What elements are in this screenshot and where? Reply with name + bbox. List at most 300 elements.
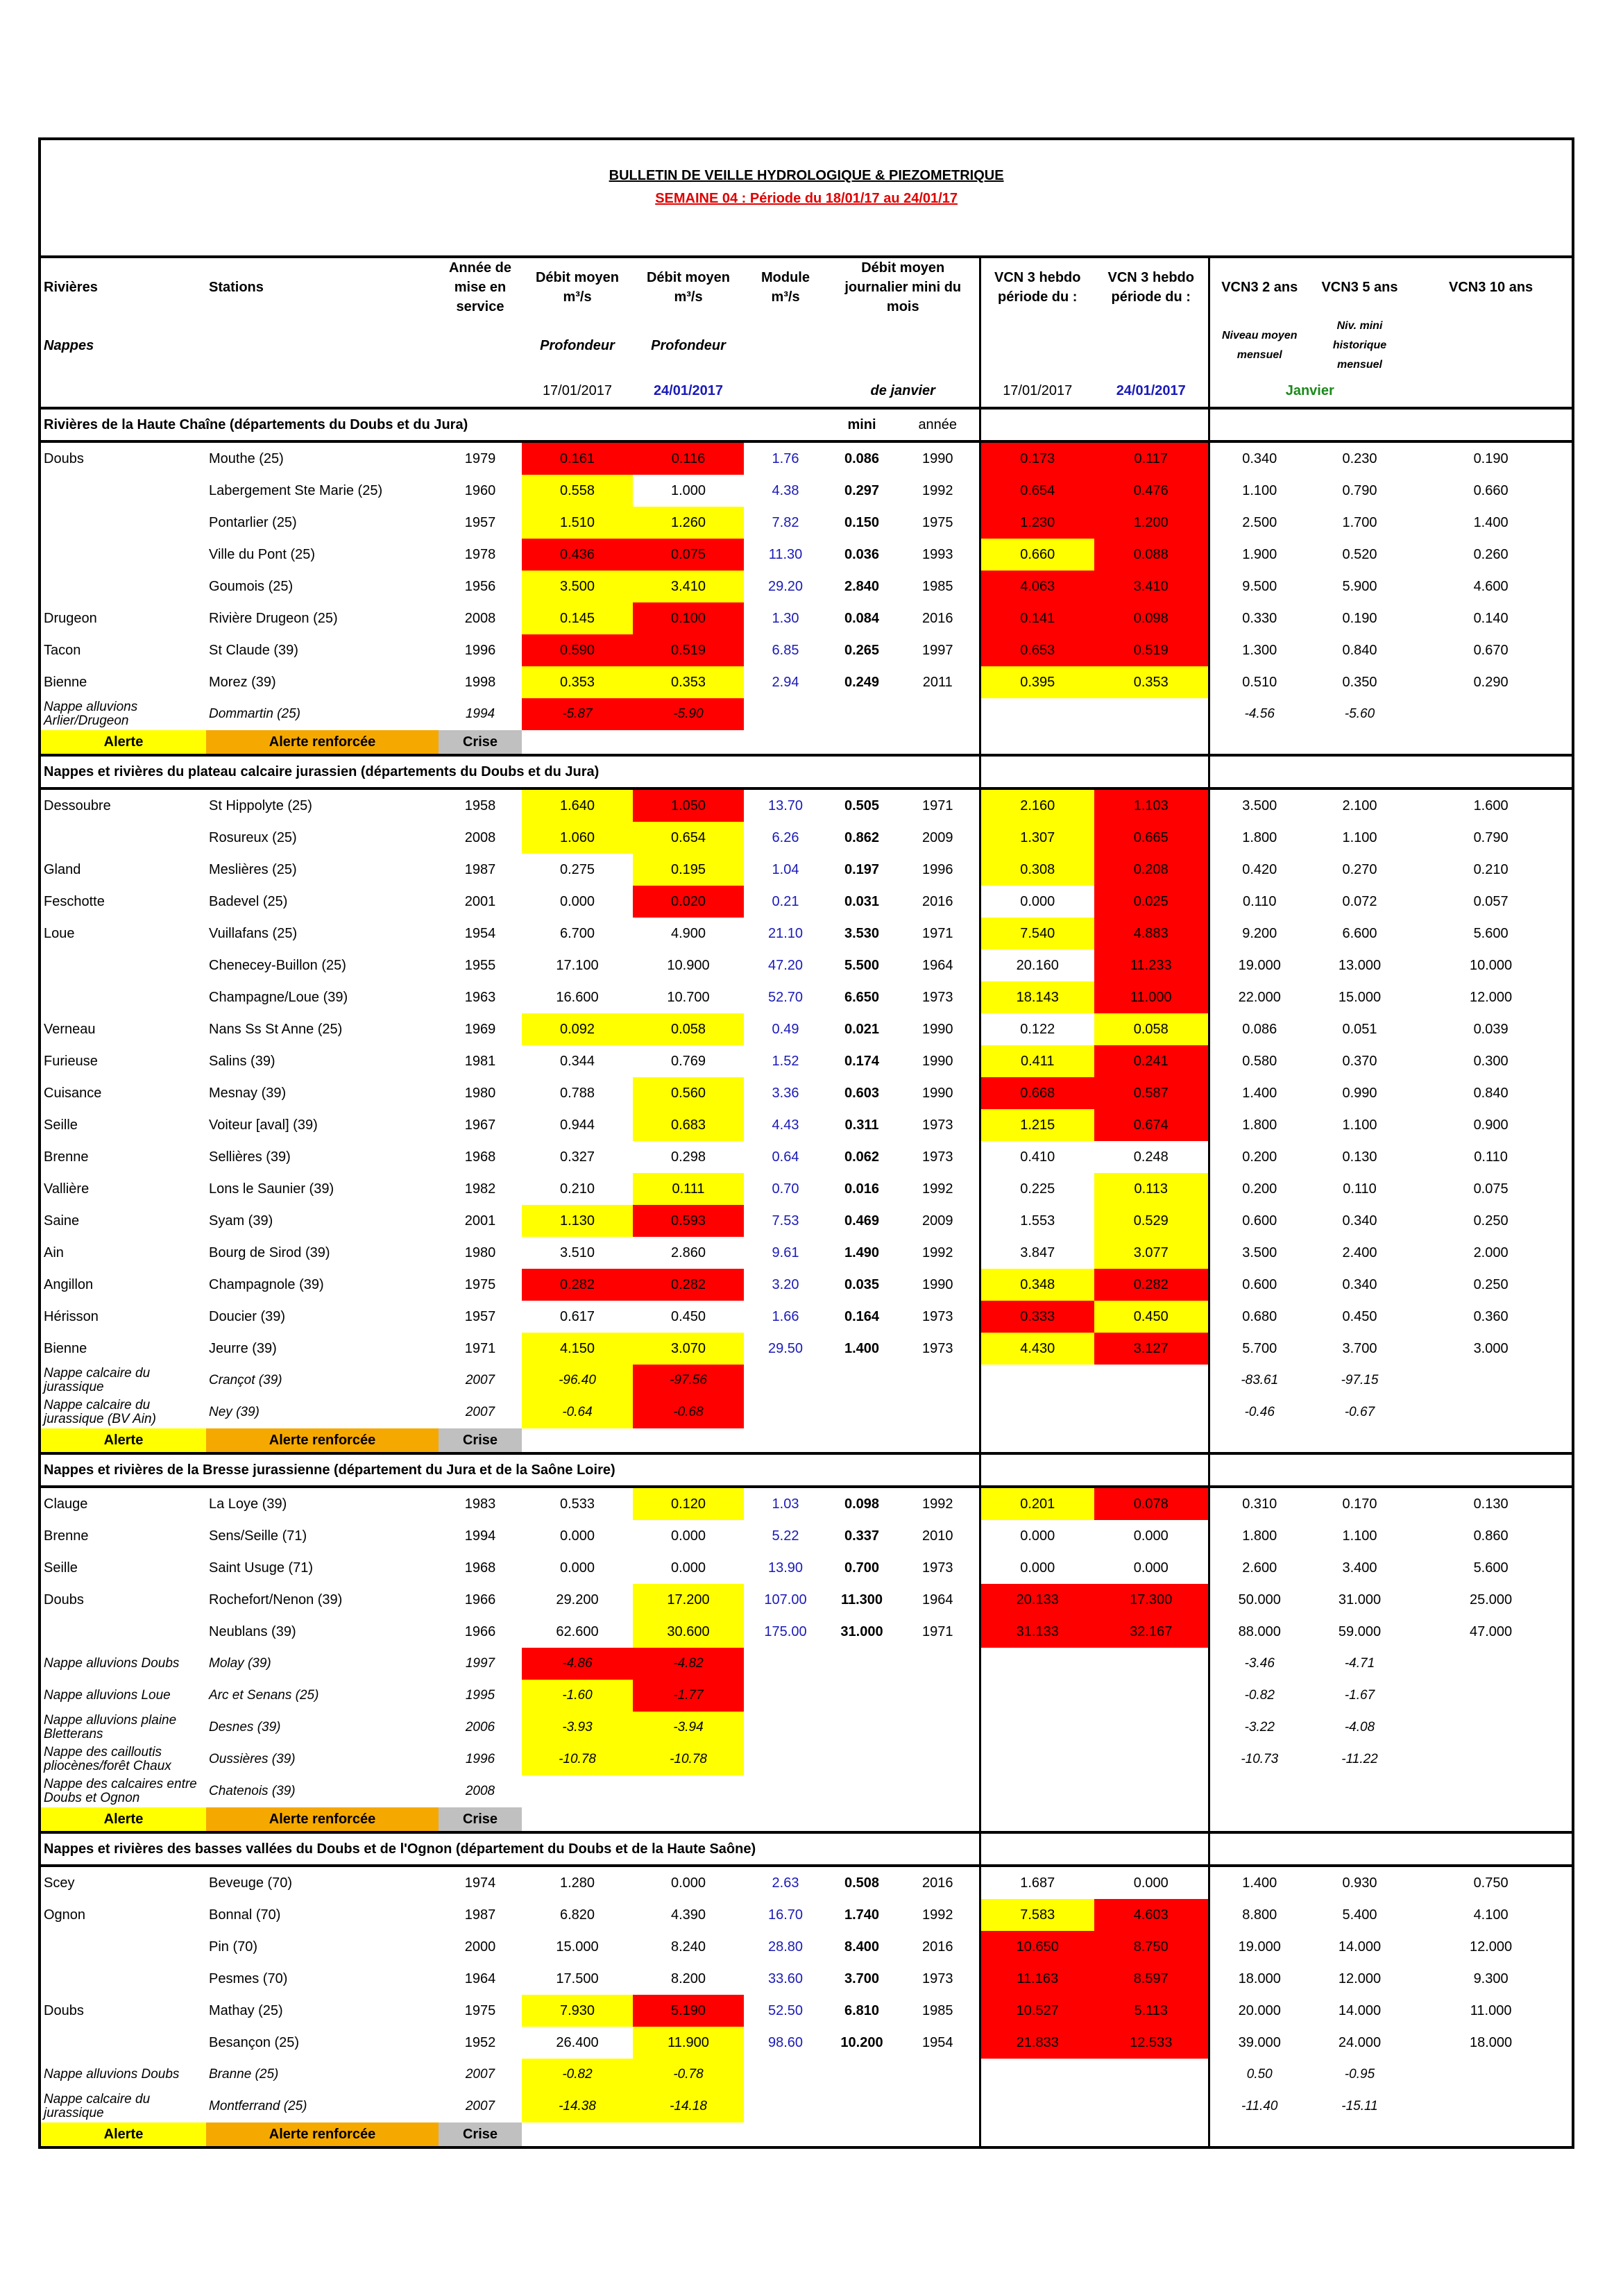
col-vcn5: VCN3 5 ans xyxy=(1321,280,1398,295)
vcn3-5ans: 59.000 xyxy=(1338,1623,1382,1639)
vcn3-5ans: 5.400 xyxy=(1342,1907,1377,1923)
mini-debit: 0.036 xyxy=(844,546,880,562)
blank-cell xyxy=(1094,2122,1209,2147)
vcn3-10ans: 0.130 xyxy=(1473,1496,1509,1512)
mini-debit: 6.650 xyxy=(844,989,880,1005)
river-name: Brenne xyxy=(44,1528,89,1544)
mini-label: mini xyxy=(827,408,897,441)
station-name: Salins (39) xyxy=(209,1053,275,1069)
module: 29.50 xyxy=(767,1340,804,1356)
station-name: Montferrand (25) xyxy=(209,2099,307,2113)
river-name: Ain xyxy=(44,1244,64,1260)
blank-cell xyxy=(744,1744,827,1775)
vcn3-2ans: 0.310 xyxy=(1242,1496,1277,1512)
station-name: Dommartin (25) xyxy=(209,707,300,721)
blank-cell xyxy=(744,2091,827,2122)
vcn3-5ans: 15.000 xyxy=(1338,989,1382,1005)
nappe-name: Nappe calcaire du jurassique xyxy=(44,2092,151,2120)
mini-year: 2009 xyxy=(922,1213,953,1229)
vcn3-2ans: 1.800 xyxy=(1242,1528,1277,1544)
debit-2: 0.282 xyxy=(633,1269,744,1301)
river-name: Furieuse xyxy=(44,1053,98,1069)
nappe-row xyxy=(40,1775,1573,1807)
vcn3-2ans: 2.500 xyxy=(1242,514,1277,530)
niveau-moyen: -0.46 xyxy=(1244,1405,1275,1419)
table-row xyxy=(40,1237,1573,1269)
station-year: 1980 xyxy=(464,1244,496,1260)
vcn-1: 1.230 xyxy=(980,507,1094,539)
vcn-1: 0.000 xyxy=(980,1520,1094,1552)
module: 5.22 xyxy=(772,1528,799,1544)
module: 175.00 xyxy=(764,1623,807,1639)
river-name xyxy=(40,981,206,1013)
debit-1: 4.150 xyxy=(522,1333,633,1365)
vcn-1: 1.307 xyxy=(980,822,1094,854)
blank-cell xyxy=(1209,755,1573,788)
vcn3-2ans: 19.000 xyxy=(1238,957,1281,973)
vcn-2: 3.410 xyxy=(1094,571,1209,602)
vcn3-2ans: 0.340 xyxy=(1242,450,1277,466)
station-year: 1964 xyxy=(464,1970,496,1986)
blank-cell xyxy=(1094,755,1209,788)
station-name: Pin (70) xyxy=(209,1939,258,1955)
debit-1: 1.640 xyxy=(522,788,633,822)
nappe-row xyxy=(40,1744,1573,1775)
vcn3-5ans: 14.000 xyxy=(1338,2002,1382,2018)
vcn-1: 0.668 xyxy=(980,1077,1094,1109)
vcn-2: 0.587 xyxy=(1094,1077,1209,1109)
debit-1: -3.93 xyxy=(522,1712,633,1744)
mini-year: 2016 xyxy=(922,610,953,626)
vcn3-2ans: 8.800 xyxy=(1242,1907,1277,1923)
vcn3-2ans: 1.800 xyxy=(1242,1117,1277,1133)
station-name: Meslières (25) xyxy=(209,861,297,877)
debit-1: 1.060 xyxy=(522,822,633,854)
mini-year: 1992 xyxy=(922,1244,953,1260)
station-year: 2007 xyxy=(465,2099,495,2113)
module: 16.70 xyxy=(767,1907,804,1923)
table-row xyxy=(40,1173,1573,1205)
blank-cell xyxy=(980,1365,1094,1396)
station-year: 2007 xyxy=(465,2067,495,2082)
river-name xyxy=(40,1616,206,1648)
table-row xyxy=(40,1077,1573,1109)
mini-debit: 0.062 xyxy=(844,1149,880,1165)
vcn-1: 18.143 xyxy=(980,981,1094,1013)
vcn-1: 1.215 xyxy=(980,1109,1094,1141)
blank-cell xyxy=(1410,1712,1573,1744)
vcn3-2ans: 1.800 xyxy=(1242,829,1277,845)
table-row xyxy=(40,854,1573,886)
table-row xyxy=(40,1520,1573,1552)
station-year: 1966 xyxy=(464,1592,496,1607)
debit-1: 17.100 xyxy=(556,957,599,973)
nappe-row xyxy=(40,1365,1573,1396)
table-row xyxy=(40,788,1573,822)
blank-cell xyxy=(1094,2059,1209,2091)
nappe-name: Nappe alluvions Doubs xyxy=(44,1656,180,1671)
debit-1: 0.533 xyxy=(559,1496,595,1512)
vcn-2: 3.127 xyxy=(1094,1333,1209,1365)
river-name: Hérisson xyxy=(44,1308,99,1324)
blank-cell xyxy=(980,1428,1094,1453)
module: 2.94 xyxy=(772,674,799,690)
blank-cell xyxy=(1094,408,1209,441)
station-year: 1955 xyxy=(464,957,496,973)
vcn-1: 0.333 xyxy=(980,1301,1094,1333)
niveau-mini xyxy=(1309,1775,1410,1807)
vcn3-2ans: 22.000 xyxy=(1238,989,1281,1005)
debit-1: -1.60 xyxy=(522,1680,633,1712)
river-name: Tacon xyxy=(44,642,81,658)
vcn-2: 0.113 xyxy=(1094,1173,1209,1205)
blank-cell xyxy=(522,1428,980,1453)
vcn-2: 0.000 xyxy=(1094,1552,1209,1584)
mini-debit: 0.031 xyxy=(844,893,880,909)
mini-year: 1973 xyxy=(922,1308,953,1324)
vcn-2: 17.300 xyxy=(1094,1584,1209,1616)
blank-cell xyxy=(1410,1775,1573,1807)
vcn-2: 0.117 xyxy=(1094,441,1209,475)
table-row xyxy=(40,1301,1573,1333)
river-name: Seille xyxy=(44,1117,78,1133)
vcn-2: 0.208 xyxy=(1094,854,1209,886)
blank-cell xyxy=(980,2091,1094,2122)
debit-2: 1.050 xyxy=(633,788,744,822)
vcn-1: 0.654 xyxy=(980,475,1094,507)
blank-cell xyxy=(827,1365,980,1396)
blank-cell xyxy=(980,1744,1094,1775)
vcn-1: 20.133 xyxy=(980,1584,1094,1616)
nappe-row xyxy=(40,1396,1573,1428)
debit-2: -0.68 xyxy=(633,1396,744,1428)
vcn-2: 0.519 xyxy=(1094,634,1209,666)
blank-cell xyxy=(744,1365,827,1396)
legend-alerte: Alerte xyxy=(40,1807,206,1832)
mini-year: 1993 xyxy=(922,546,953,562)
vcn3-10ans: 0.660 xyxy=(1473,482,1509,498)
vcn3-2ans: 5.700 xyxy=(1242,1340,1277,1356)
mini-year: 1973 xyxy=(922,1560,953,1576)
module: 2.63 xyxy=(772,1875,799,1891)
mini-debit: 0.311 xyxy=(844,1117,879,1133)
vcn-2: 0.241 xyxy=(1094,1045,1209,1077)
vcn3-10ans: 0.260 xyxy=(1473,546,1509,562)
table-row xyxy=(40,1141,1573,1173)
vcn3-10ans: 0.250 xyxy=(1473,1213,1509,1229)
nappe-name: Nappe calcaire du jurassique (BV Ain) xyxy=(44,1398,156,1426)
mini-year: 1971 xyxy=(922,1623,953,1639)
debit-1: 6.820 xyxy=(559,1907,595,1923)
vcn3-5ans: 0.190 xyxy=(1342,610,1377,626)
vcn3-2ans: 1.400 xyxy=(1242,1875,1277,1891)
river-name xyxy=(40,2027,206,2059)
debit-1: 3.510 xyxy=(559,1244,595,1260)
station-year: 1978 xyxy=(464,546,496,562)
station-year: 2008 xyxy=(464,610,496,626)
station-year: 1983 xyxy=(464,1496,496,1512)
vcn3-10ans: 0.790 xyxy=(1473,829,1509,845)
station-name: Molay (39) xyxy=(209,1656,271,1671)
station-name: Rosureux (25) xyxy=(209,829,297,845)
vcn-1: 4.063 xyxy=(980,571,1094,602)
table-row xyxy=(40,507,1573,539)
debit-1: -4.86 xyxy=(522,1648,633,1680)
vcn3-2ans: 0.600 xyxy=(1242,1213,1277,1229)
debit-1: 0.558 xyxy=(522,475,633,507)
debit-1: 29.200 xyxy=(556,1592,599,1607)
blank-cell xyxy=(827,1775,980,1807)
station-name: Oussières (39) xyxy=(209,1752,296,1766)
debit-2: 0.353 xyxy=(633,666,744,698)
vcn-1: 1.553 xyxy=(980,1205,1094,1237)
col-niveau-moyen: Niveau moyen mensuel xyxy=(1222,330,1298,361)
debit-2: -1.77 xyxy=(633,1680,744,1712)
blank-cell xyxy=(1094,1744,1209,1775)
debit-2: 1.260 xyxy=(633,507,744,539)
debit-1: -10.78 xyxy=(522,1744,633,1775)
station-year: 1987 xyxy=(464,1907,496,1923)
legend-alerte-renforcee: Alerte renforcée xyxy=(206,1428,439,1453)
blank-cell xyxy=(1094,698,1209,730)
station-year: 1966 xyxy=(464,1623,496,1639)
debit-1: 0.000 xyxy=(559,893,595,909)
blank-cell xyxy=(897,1453,980,1487)
river-name: Dessoubre xyxy=(44,797,111,813)
station-year: 1987 xyxy=(464,861,496,877)
section-title: Nappes et rivières de la Bresse jurassienne (département du Jura et de la Saône Loire) xyxy=(40,1453,827,1487)
debit-1: 0.282 xyxy=(522,1269,633,1301)
station-name: Lons le Saunier (39) xyxy=(209,1181,334,1197)
vcn-1: 0.411 xyxy=(980,1045,1094,1077)
blank-cell xyxy=(827,1712,980,1744)
vcn3-2ans: 0.200 xyxy=(1242,1181,1277,1197)
blank-cell xyxy=(1094,1807,1209,1832)
vcn3-10ans: 0.057 xyxy=(1473,893,1509,909)
debit-1: 0.344 xyxy=(559,1053,595,1069)
blank-cell xyxy=(980,1775,1094,1807)
river-name: Seille xyxy=(44,1560,78,1576)
table-row xyxy=(40,1584,1573,1616)
blank-cell xyxy=(827,1453,897,1487)
mini-debit: 2.840 xyxy=(844,578,880,594)
station-year: 1979 xyxy=(464,450,496,466)
section-title: Nappes et rivières des basses vallées du Doubs et de l'Ognon (département du Doubs et de la Haute Saône) xyxy=(40,1832,827,1866)
vcn-2: 0.098 xyxy=(1094,602,1209,634)
debit-1: 0.327 xyxy=(559,1149,595,1165)
vcn-2: 32.167 xyxy=(1094,1616,1209,1648)
station-year: 1998 xyxy=(464,674,496,690)
legend-alerte: Alerte xyxy=(40,1428,206,1453)
mini-debit: 3.530 xyxy=(844,925,880,941)
module: 0.64 xyxy=(772,1149,799,1165)
station-year: 1975 xyxy=(464,1276,496,1292)
vcn3-2ans: 0.580 xyxy=(1242,1053,1277,1069)
vcn3-5ans: 0.350 xyxy=(1342,674,1377,690)
module: 1.03 xyxy=(772,1496,799,1512)
vcn-1: 0.410 xyxy=(980,1141,1094,1173)
station-year: 1969 xyxy=(464,1021,496,1037)
blank-cell xyxy=(980,1396,1094,1428)
blank-cell xyxy=(980,1807,1094,1832)
blank-cell xyxy=(1410,1365,1573,1396)
debit-1: 0.275 xyxy=(559,861,595,877)
blank-cell xyxy=(1410,2059,1573,2091)
debit-2: 8.240 xyxy=(670,1939,706,1955)
vcn3-5ans: 1.100 xyxy=(1342,1117,1377,1133)
debit-2: 0.111 xyxy=(633,1173,744,1205)
blank-cell xyxy=(1410,1396,1573,1428)
vcn3-10ans: 0.290 xyxy=(1473,674,1509,690)
vcn3-5ans: 24.000 xyxy=(1338,2034,1382,2050)
module: 1.52 xyxy=(772,1053,799,1069)
debit-2: -4.82 xyxy=(633,1648,744,1680)
blank-cell xyxy=(1094,1680,1209,1712)
station-year: 1996 xyxy=(464,642,496,658)
nappe-name: Nappe alluvions Doubs xyxy=(44,2067,180,2082)
col-rivieres: Rivières xyxy=(44,280,98,295)
blank-cell xyxy=(1209,1428,1573,1453)
vcn3-2ans: 1.400 xyxy=(1242,1085,1277,1101)
niveau-moyen: -10.73 xyxy=(1241,1752,1279,1766)
mini-year: 1971 xyxy=(922,925,953,941)
vcn3-2ans: 50.000 xyxy=(1238,1592,1281,1607)
vcn3-5ans: 1.700 xyxy=(1342,514,1377,530)
mini-debit: 0.700 xyxy=(844,1560,880,1576)
module: 9.61 xyxy=(772,1244,799,1260)
mini-debit: 11.300 xyxy=(840,1592,883,1607)
module: 13.70 xyxy=(767,797,804,813)
vcn3-5ans: 0.930 xyxy=(1342,1875,1377,1891)
col-nappes: Nappes xyxy=(44,338,94,353)
river-name: Clauge xyxy=(44,1496,88,1512)
vcn3-10ans: 4.100 xyxy=(1473,1907,1509,1923)
station-year: 1968 xyxy=(464,1149,496,1165)
blank-cell xyxy=(1209,730,1573,755)
station-name: Sens/Seille (71) xyxy=(209,1528,307,1544)
station-name: Sellières (39) xyxy=(209,1149,291,1165)
river-name xyxy=(40,475,206,507)
mini-year: 1973 xyxy=(922,1970,953,1986)
blank-cell xyxy=(980,1712,1094,1744)
mini-debit: 0.469 xyxy=(844,1213,880,1229)
vcn-2: 3.077 xyxy=(1094,1237,1209,1269)
col-prof2: Profondeur xyxy=(651,338,726,353)
mini-debit: 0.337 xyxy=(844,1528,880,1544)
debit-1: 0.617 xyxy=(559,1308,595,1324)
legend-alerte: Alerte xyxy=(40,730,206,755)
blank-cell xyxy=(1209,1807,1573,1832)
vcn3-5ans: 3.700 xyxy=(1342,1340,1377,1356)
mini-year: 1992 xyxy=(922,1496,953,1512)
niveau-mini: -4.71 xyxy=(1344,1656,1375,1671)
bulletin-sheet xyxy=(38,137,1572,2149)
blank-cell xyxy=(897,755,980,788)
vcn3-10ans: 0.210 xyxy=(1473,861,1509,877)
vcn3-10ans: 0.750 xyxy=(1473,1875,1509,1891)
vcn3-10ans: 0.670 xyxy=(1473,642,1509,658)
debit-1: 7.930 xyxy=(522,1995,633,2027)
vcn-1: 11.163 xyxy=(980,1963,1094,1995)
table-row xyxy=(40,1269,1573,1301)
mini-year: 2011 xyxy=(922,674,953,690)
mini-debit: 31.000 xyxy=(840,1623,883,1639)
blank-cell xyxy=(980,755,1094,788)
vcn3-2ans: 1.300 xyxy=(1242,642,1277,658)
vcn-date-2: 24/01/2017 xyxy=(1094,375,1209,408)
nappe-row xyxy=(40,2059,1573,2091)
river-name xyxy=(40,1963,206,1995)
mini-debit: 1.740 xyxy=(844,1907,880,1923)
blank-cell xyxy=(980,698,1094,730)
station-name: Goumois (25) xyxy=(209,578,294,594)
station-name: Vuillafans (25) xyxy=(209,925,298,941)
vcn-date-1: 17/01/2017 xyxy=(980,375,1094,408)
debit-2: 0.654 xyxy=(633,822,744,854)
blank-cell xyxy=(522,1807,980,1832)
legend-crise: Crise xyxy=(439,730,522,755)
debit-1: 1.280 xyxy=(559,1875,595,1891)
station-year: 2006 xyxy=(465,1720,495,1734)
blank-cell xyxy=(1094,1832,1209,1866)
vcn3-2ans: 39.000 xyxy=(1238,2034,1281,2050)
river-name: Loue xyxy=(44,925,75,941)
vcn3-10ans: 1.400 xyxy=(1473,514,1509,530)
mini-year: 1985 xyxy=(922,2002,953,2018)
vcn3-10ans: 2.000 xyxy=(1473,1244,1509,1260)
debit-1: 0.161 xyxy=(522,441,633,475)
col-mini: Débit moyen journalier mini du mois xyxy=(844,260,962,314)
station-name: Pontarlier (25) xyxy=(209,514,297,530)
station-name: Champagnole (39) xyxy=(209,1276,324,1292)
debit-2: -97.56 xyxy=(633,1365,744,1396)
vcn3-5ans: 0.170 xyxy=(1342,1496,1377,1512)
mini-year: 1990 xyxy=(922,1053,953,1069)
nappe-name: Nappe calcaire du jurassique xyxy=(44,1366,151,1394)
mini-year: 1973 xyxy=(922,1117,953,1133)
mini-debit: 0.508 xyxy=(844,1875,880,1891)
table-row xyxy=(40,475,1573,507)
blank-cell xyxy=(827,1648,980,1680)
blank-cell xyxy=(1410,1648,1573,1680)
table-row xyxy=(40,886,1573,918)
col-stations: Stations xyxy=(209,280,264,295)
blank-cell xyxy=(827,1744,980,1775)
blank-cell xyxy=(744,698,827,730)
vcn3-10ans: 47.000 xyxy=(1470,1623,1513,1639)
vcn-1: 0.173 xyxy=(980,441,1094,475)
mini-debit: 0.297 xyxy=(844,482,880,498)
debit-2: 8.200 xyxy=(670,1970,706,1986)
vcn-1: 0.201 xyxy=(980,1487,1094,1520)
niveau-moyen: 0.50 xyxy=(1246,2067,1273,2082)
blank-cell xyxy=(827,2091,980,2122)
debit-1: 0.000 xyxy=(559,1528,595,1544)
blank-cell xyxy=(1094,1365,1209,1396)
vcn3-5ans: 1.100 xyxy=(1342,829,1377,845)
col-niv-mini: Niv. mini historique mensuel xyxy=(1332,320,1387,371)
module: 29.20 xyxy=(767,578,804,594)
station-year: 1957 xyxy=(464,1308,496,1324)
col-module: Module m³/s xyxy=(761,270,810,305)
nappe-row xyxy=(40,2091,1573,2122)
station-year: 2001 xyxy=(464,893,496,909)
vcn3-5ans: 0.130 xyxy=(1342,1149,1377,1165)
col-annee: Année de mise en service xyxy=(448,260,512,314)
vcn-1: 7.583 xyxy=(980,1899,1094,1931)
blank-cell xyxy=(980,1648,1094,1680)
nappe-row xyxy=(40,1648,1573,1680)
